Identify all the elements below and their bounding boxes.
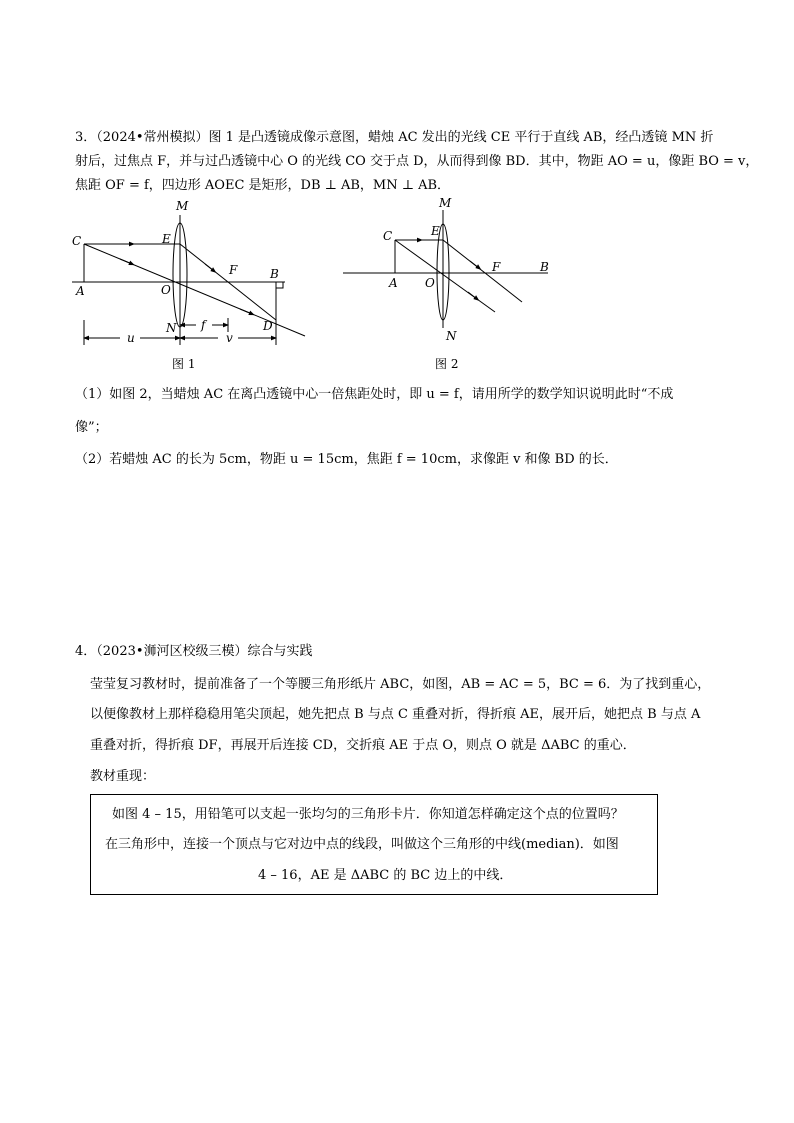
box-line-3: 4 – 16，AE 是 ΔABC 的 BC 边上的中线． [258, 868, 513, 883]
fig1-label-v: v [226, 331, 233, 345]
q3-sub1-line-1: （1）如图 2，当蜡烛 AC 在离凸透镜中心一倍焦距处时，即 u = f，请用所学的数学知识说明此时“不成 [75, 387, 674, 402]
q4-line-3: 以便像教材上那样稳稳用笔尖顶起，她先把点 B 与点 C 重叠对折，得折痕 AE，展开后，她把点 B 与点 A [90, 707, 701, 722]
fig1-label-u: u [127, 331, 135, 345]
fig2-label-M: M [439, 196, 452, 210]
q3-sub1-line-2: 像”； [75, 420, 108, 435]
fig1-label-F: F [229, 263, 238, 277]
fig1-label-A: A [76, 284, 85, 298]
q4-line-1: 4．（2023•浉河区校级三模）综合与实践 [75, 644, 313, 659]
fig1-label-M: M [176, 199, 189, 213]
fig1-label-C: C [72, 234, 82, 248]
box-line-1: 如图 4 – 15，用铅笔可以支起一张均匀的三角形卡片．你知道怎样确定这个点的位置吗？ [112, 807, 624, 822]
q3-line-2: 射后，过焦点 F，并与过凸透镜中心 O 的光线 CO 交于点 D，从而得到像 BD．其中，物距 AO = u，像距 BO = v， [75, 154, 759, 169]
fig1-label-D: D [263, 319, 273, 333]
box-line-2: 在三角形中，连接一个顶点与它对边中点的线段，叫做这个三角形的中线(median)．如图 [105, 837, 619, 852]
q3-line-3: 焦距 OF = f，四边形 AOEC 是矩形，DB ⊥ AB，MN ⊥ AB． [75, 178, 451, 193]
fig1-label-N: N [166, 321, 177, 335]
fig2-label-C: C [383, 229, 393, 243]
fig1-label-O: O [161, 283, 171, 297]
q4-line-4: 重叠对折，得折痕 DF，再展开后连接 CD，交折痕 AE 于点 O，则点 O 就是 ΔABC 的重心． [90, 738, 636, 753]
q4-line-2: 莹莹复习教材时，提前准备了一个等腰三角形纸片 ABC，如图，AB = AC = 5，BC = 6．为了找到重心， [90, 677, 711, 692]
q4-line-5: 教材重现： [90, 769, 156, 784]
fig2-label-B: B [540, 260, 549, 274]
fig2-ray-EF [443, 240, 522, 302]
fig2-caption: 图 2 [435, 357, 459, 371]
fig2-ray-CO [395, 240, 495, 312]
fig2-label-E: E [431, 224, 440, 238]
q3-sub2: （2）若蜡烛 AC 的长为 5cm，物距 u = 15cm，焦距 f = 10cm，求像距 v 和像 BD 的长． [75, 452, 618, 467]
fig1-label-B: B [270, 267, 279, 281]
q3-line-1: 3．（2024•常州模拟）图 1 是凸透镜成像示意图，蜡烛 AC 发出的光线 CE 平行于直线 AB，经凸透镜 MN 折 [75, 130, 714, 145]
fig1-caption: 图 1 [172, 357, 196, 371]
fig1-label-f: f [201, 318, 206, 332]
fig2-label-N: N [446, 329, 457, 343]
fig2-label-F: F [492, 260, 501, 274]
fig2-label-O: O [425, 276, 435, 290]
fig2-label-A: A [389, 276, 398, 290]
fig1-label-E: E [162, 232, 171, 246]
